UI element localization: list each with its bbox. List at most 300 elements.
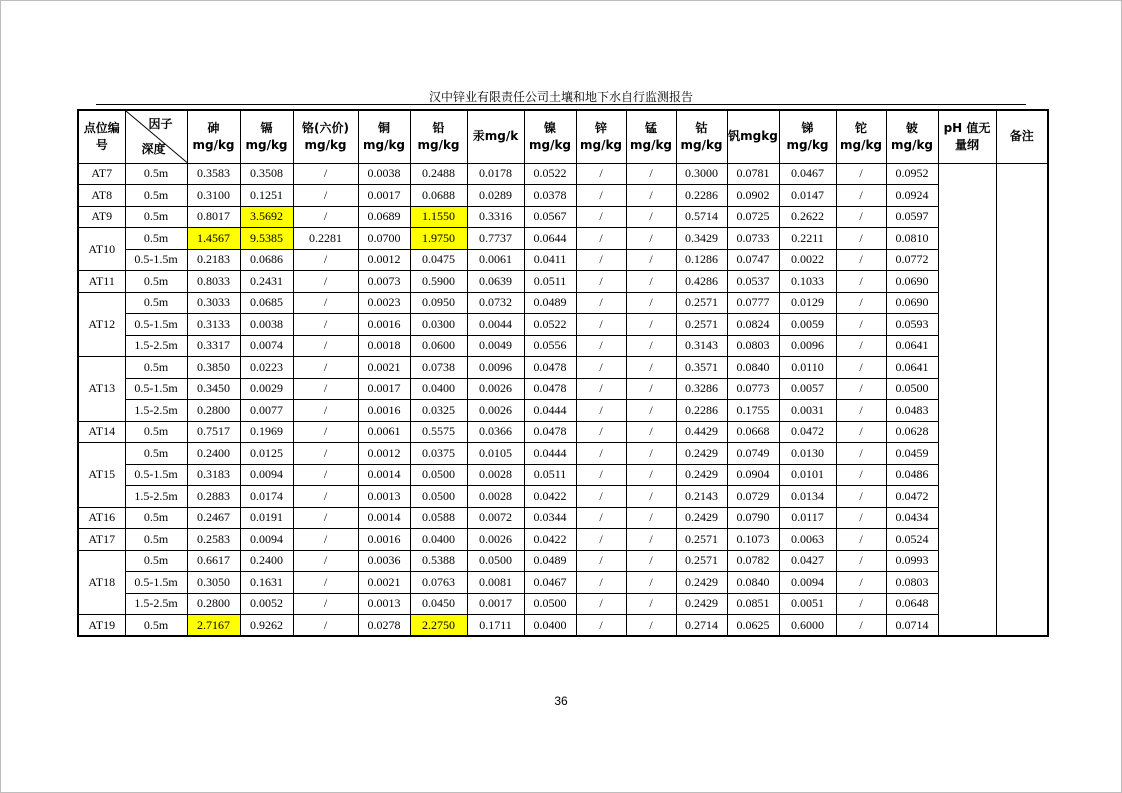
- value-cell: /: [626, 314, 676, 336]
- value-cell: 0.1969: [240, 421, 293, 443]
- table-row: [78, 464, 1048, 486]
- value-cell: 0.0012: [358, 443, 410, 465]
- value-cell: 0.1073: [727, 529, 779, 551]
- value-cell: 0.0588: [410, 507, 467, 529]
- header-cell: 锰 mg/kg: [626, 110, 676, 163]
- value-cell: 0.0014: [358, 507, 410, 529]
- value-cell: 0.2429: [676, 464, 727, 486]
- header-cell: 锌 mg/kg: [576, 110, 626, 163]
- value-cell: 0.0450: [410, 593, 467, 615]
- value-cell: 0.0049: [467, 335, 524, 357]
- value-cell: /: [293, 271, 358, 293]
- value-cell: 0.3033: [187, 292, 240, 314]
- value-cell: 0.0044: [467, 314, 524, 336]
- value-cell: 0.0690: [886, 271, 938, 293]
- value-cell: /: [293, 249, 358, 271]
- value-cell: 0.3316: [467, 206, 524, 228]
- value-cell: /: [576, 314, 626, 336]
- value-cell: 0.0028: [467, 486, 524, 508]
- value-cell: 0.0489: [524, 292, 576, 314]
- value-cell: 0.3000: [676, 163, 727, 185]
- value-cell: /: [293, 507, 358, 529]
- value-cell: 0.1033: [779, 271, 836, 293]
- point-id-cell: AT10: [78, 228, 125, 271]
- value-cell: 0.0096: [467, 357, 524, 379]
- value-cell: /: [836, 486, 886, 508]
- value-cell: /: [836, 572, 886, 594]
- value-cell: /: [626, 464, 676, 486]
- value-cell: /: [626, 292, 676, 314]
- value-cell: 0.0444: [524, 443, 576, 465]
- value-cell: 0.0475: [410, 249, 467, 271]
- value-cell: 0.0014: [358, 464, 410, 486]
- value-cell: 0.0422: [524, 486, 576, 508]
- value-cell: 0.0810: [886, 228, 938, 250]
- table-row: [78, 572, 1048, 594]
- value-cell: 0.0344: [524, 507, 576, 529]
- header-cell: 镉 mg/kg: [240, 110, 293, 163]
- value-cell: /: [626, 421, 676, 443]
- value-cell: 0.0511: [524, 464, 576, 486]
- value-cell: 0.3450: [187, 378, 240, 400]
- value-cell: 0.0777: [727, 292, 779, 314]
- page-number: 36: [554, 694, 568, 708]
- value-cell: 0.5388: [410, 550, 467, 572]
- value-cell: 0.0648: [886, 593, 938, 615]
- value-cell: /: [576, 206, 626, 228]
- value-cell: 0.0422: [524, 529, 576, 551]
- value-cell: 0.0824: [727, 314, 779, 336]
- diagonal-header-cell: [125, 110, 187, 163]
- value-cell: 0.0729: [727, 486, 779, 508]
- value-cell: 0.0038: [240, 314, 293, 336]
- value-cell: 0.9262: [240, 615, 293, 637]
- header-cell: 备注: [996, 110, 1048, 163]
- header-cell: 点位编 号: [78, 110, 125, 163]
- value-cell: 0.3850: [187, 357, 240, 379]
- value-cell: /: [576, 615, 626, 637]
- value-cell: 0.3133: [187, 314, 240, 336]
- value-cell: 0.8017: [187, 206, 240, 228]
- header-cell: 钒mgkg: [727, 110, 779, 163]
- value-cell: /: [293, 357, 358, 379]
- value-cell: /: [293, 593, 358, 615]
- value-cell: 0.0500: [410, 486, 467, 508]
- value-cell: 0.0057: [779, 378, 836, 400]
- value-cell: /: [293, 615, 358, 637]
- value-cell: 0.2622: [779, 206, 836, 228]
- value-cell: /: [293, 206, 358, 228]
- value-cell: 0.0400: [410, 529, 467, 551]
- value-cell: 0.0110: [779, 357, 836, 379]
- value-cell: 0.7737: [467, 228, 524, 250]
- value-cell: /: [626, 572, 676, 594]
- value-cell: 0.0366: [467, 421, 524, 443]
- point-id-cell: AT15: [78, 443, 125, 508]
- value-cell: 0.0174: [240, 486, 293, 508]
- value-cell: 0.0038: [358, 163, 410, 185]
- depth-cell: 0.5m: [125, 421, 187, 443]
- value-cell: 0.0028: [467, 464, 524, 486]
- value-cell: /: [836, 314, 886, 336]
- value-cell: 0.0639: [467, 271, 524, 293]
- value-cell: 0.0094: [240, 529, 293, 551]
- value-cell: 0.0733: [727, 228, 779, 250]
- value-cell: /: [293, 443, 358, 465]
- value-cell: 0.2183: [187, 249, 240, 271]
- value-cell: /: [836, 292, 886, 314]
- value-cell: /: [576, 163, 626, 185]
- value-cell: /: [293, 486, 358, 508]
- value-cell: /: [626, 378, 676, 400]
- value-cell: 0.0700: [358, 228, 410, 250]
- value-cell: 0.0641: [886, 335, 938, 357]
- depth-cell: 0.5m: [125, 357, 187, 379]
- value-cell: /: [626, 615, 676, 637]
- value-cell: 0.0016: [358, 529, 410, 551]
- value-cell: 0.0522: [524, 314, 576, 336]
- header-cell: 砷 mg/kg: [187, 110, 240, 163]
- value-cell: /: [576, 464, 626, 486]
- point-id-cell: AT11: [78, 271, 125, 293]
- table-row: [78, 185, 1048, 207]
- value-cell: /: [293, 572, 358, 594]
- value-cell: 0.0178: [467, 163, 524, 185]
- value-cell: 1.1550: [410, 206, 467, 228]
- value-cell: 0.0763: [410, 572, 467, 594]
- value-cell: 0.2400: [240, 550, 293, 572]
- value-cell: /: [576, 335, 626, 357]
- value-cell: 2.7167: [187, 615, 240, 637]
- value-cell: 0.2800: [187, 593, 240, 615]
- table-row: [78, 292, 1048, 314]
- value-cell: 0.0952: [886, 163, 938, 185]
- value-cell: 0.3508: [240, 163, 293, 185]
- value-cell: /: [293, 529, 358, 551]
- value-cell: 0.1286: [676, 249, 727, 271]
- value-cell: 0.1251: [240, 185, 293, 207]
- value-cell: /: [293, 464, 358, 486]
- value-cell: 0.0500: [524, 593, 576, 615]
- table-row: [78, 271, 1048, 293]
- value-cell: 1.4567: [187, 228, 240, 250]
- depth-cell: 0.5m: [125, 443, 187, 465]
- value-cell: 0.0073: [358, 271, 410, 293]
- value-cell: /: [626, 228, 676, 250]
- depth-cell: 0.5m: [125, 292, 187, 314]
- value-cell: /: [576, 593, 626, 615]
- value-cell: 0.0278: [358, 615, 410, 637]
- value-cell: 0.0061: [467, 249, 524, 271]
- value-cell: 0.0063: [779, 529, 836, 551]
- value-cell: 0.0904: [727, 464, 779, 486]
- depth-cell: 0.5-1.5m: [125, 572, 187, 594]
- value-cell: 0.0026: [467, 529, 524, 551]
- value-cell: 0.0325: [410, 400, 467, 422]
- value-cell: /: [626, 507, 676, 529]
- value-cell: /: [836, 529, 886, 551]
- value-cell: 0.0732: [467, 292, 524, 314]
- value-cell: 0.0500: [886, 378, 938, 400]
- value-cell: 0.0013: [358, 593, 410, 615]
- value-cell: 0.2429: [676, 507, 727, 529]
- depth-cell: 0.5-1.5m: [125, 378, 187, 400]
- value-cell: 0.0021: [358, 357, 410, 379]
- value-cell: 0.0478: [524, 421, 576, 443]
- value-cell: 0.0444: [524, 400, 576, 422]
- depth-cell: 0.5m: [125, 550, 187, 572]
- value-cell: /: [626, 529, 676, 551]
- depth-cell: 1.5-2.5m: [125, 486, 187, 508]
- value-cell: 0.6000: [779, 615, 836, 637]
- value-cell: 0.0567: [524, 206, 576, 228]
- table-row: [78, 550, 1048, 572]
- value-cell: /: [836, 550, 886, 572]
- value-cell: 0.0017: [358, 185, 410, 207]
- value-cell: 0.0593: [886, 314, 938, 336]
- table-row: [78, 378, 1048, 400]
- value-cell: /: [626, 400, 676, 422]
- value-cell: 0.5575: [410, 421, 467, 443]
- header-cell: 铊 mg/kg: [836, 110, 886, 163]
- value-cell: 0.0400: [410, 378, 467, 400]
- table-row: [78, 421, 1048, 443]
- value-cell: 0.0017: [467, 593, 524, 615]
- value-cell: 0.0021: [358, 572, 410, 594]
- value-cell: 0.2583: [187, 529, 240, 551]
- value-cell: 0.0026: [467, 378, 524, 400]
- value-cell: 0.8033: [187, 271, 240, 293]
- value-cell: 0.0556: [524, 335, 576, 357]
- value-cell: 0.3050: [187, 572, 240, 594]
- value-cell: /: [576, 378, 626, 400]
- table-row: [78, 163, 1048, 185]
- value-cell: /: [836, 335, 886, 357]
- value-cell: 0.0644: [524, 228, 576, 250]
- value-cell: /: [836, 593, 886, 615]
- value-cell: /: [576, 357, 626, 379]
- value-cell: 0.0483: [886, 400, 938, 422]
- value-cell: /: [576, 185, 626, 207]
- value-cell: 0.0105: [467, 443, 524, 465]
- value-cell: 0.0051: [779, 593, 836, 615]
- value-cell: 0.0134: [779, 486, 836, 508]
- value-cell: 0.0400: [524, 615, 576, 637]
- value-cell: 0.0803: [886, 572, 938, 594]
- value-cell: 0.0924: [886, 185, 938, 207]
- value-cell: /: [293, 292, 358, 314]
- table-row: [78, 400, 1048, 422]
- remarks-column-cell: [996, 163, 1048, 636]
- table-row: [78, 486, 1048, 508]
- value-cell: 0.0772: [886, 249, 938, 271]
- depth-cell: 1.5-2.5m: [125, 593, 187, 615]
- value-cell: 0.0012: [358, 249, 410, 271]
- value-cell: 3.5692: [240, 206, 293, 228]
- point-id-cell: AT19: [78, 615, 125, 637]
- report-title: 汉中锌业有限责任公司土壤和地下水自行监测报告: [428, 90, 693, 104]
- value-cell: 0.0511: [524, 271, 576, 293]
- value-cell: 0.0803: [727, 335, 779, 357]
- value-cell: 0.0725: [727, 206, 779, 228]
- value-cell: 0.2571: [676, 550, 727, 572]
- value-cell: /: [576, 249, 626, 271]
- value-cell: /: [626, 206, 676, 228]
- header-cell: 汞mg/k: [467, 110, 524, 163]
- value-cell: 0.0117: [779, 507, 836, 529]
- value-cell: /: [836, 378, 886, 400]
- value-cell: 0.0036: [358, 550, 410, 572]
- value-cell: /: [576, 486, 626, 508]
- value-cell: 0.0016: [358, 314, 410, 336]
- value-cell: 0.5714: [676, 206, 727, 228]
- value-cell: 0.2488: [410, 163, 467, 185]
- value-cell: /: [626, 271, 676, 293]
- value-cell: /: [626, 249, 676, 271]
- value-cell: /: [836, 185, 886, 207]
- point-id-cell: AT9: [78, 206, 125, 228]
- factor-label: 因子: [148, 117, 173, 131]
- depth-cell: 0.5-1.5m: [125, 249, 187, 271]
- value-cell: 0.1711: [467, 615, 524, 637]
- value-cell: /: [626, 185, 676, 207]
- value-cell: 0.0500: [467, 550, 524, 572]
- value-cell: 0.2400: [187, 443, 240, 465]
- value-cell: 2.2750: [410, 615, 467, 637]
- value-cell: 0.3317: [187, 335, 240, 357]
- value-cell: /: [626, 443, 676, 465]
- value-cell: /: [293, 421, 358, 443]
- value-cell: 0.4429: [676, 421, 727, 443]
- header-cell: 铍 mg/kg: [886, 110, 938, 163]
- table-row: [78, 228, 1048, 250]
- value-cell: 0.0191: [240, 507, 293, 529]
- value-cell: 0.4286: [676, 271, 727, 293]
- value-cell: 0.0072: [467, 507, 524, 529]
- value-cell: 0.0685: [240, 292, 293, 314]
- value-cell: 0.0029: [240, 378, 293, 400]
- value-cell: 0.0052: [240, 593, 293, 615]
- value-cell: 0.2286: [676, 185, 727, 207]
- value-cell: 0.0013: [358, 486, 410, 508]
- value-cell: /: [836, 443, 886, 465]
- value-cell: 0.0993: [886, 550, 938, 572]
- value-cell: 0.0478: [524, 357, 576, 379]
- depth-cell: 0.5m: [125, 271, 187, 293]
- value-cell: /: [576, 572, 626, 594]
- value-cell: 0.0686: [240, 249, 293, 271]
- table-body: [78, 163, 1048, 636]
- header-cell: 铅 mg/kg: [410, 110, 467, 163]
- point-id-cell: AT16: [78, 507, 125, 529]
- value-cell: /: [626, 550, 676, 572]
- depth-cell: 0.5m: [125, 185, 187, 207]
- value-cell: 0.0747: [727, 249, 779, 271]
- header-cell: 镍 mg/kg: [524, 110, 576, 163]
- value-cell: 0.0096: [779, 335, 836, 357]
- value-cell: 0.0597: [886, 206, 938, 228]
- value-cell: 0.2714: [676, 615, 727, 637]
- value-cell: /: [626, 335, 676, 357]
- depth-cell: 0.5m: [125, 507, 187, 529]
- value-cell: 0.2431: [240, 271, 293, 293]
- value-cell: 0.0130: [779, 443, 836, 465]
- value-cell: 0.0467: [524, 572, 576, 594]
- value-cell: 0.0500: [410, 464, 467, 486]
- value-cell: /: [293, 335, 358, 357]
- value-cell: 0.0773: [727, 378, 779, 400]
- value-cell: 0.2571: [676, 314, 727, 336]
- value-cell: 0.0434: [886, 507, 938, 529]
- depth-label: 深度: [141, 141, 166, 156]
- value-cell: 0.0061: [358, 421, 410, 443]
- header-cell: pH 值无 量纲: [938, 110, 996, 163]
- value-cell: 0.0094: [779, 572, 836, 594]
- value-cell: 0.0289: [467, 185, 524, 207]
- value-cell: 0.0668: [727, 421, 779, 443]
- header-cell: 铜 mg/kg: [358, 110, 410, 163]
- value-cell: 0.2429: [676, 443, 727, 465]
- header-cell: 铬(六价) mg/kg: [293, 110, 358, 163]
- value-cell: 0.5900: [410, 271, 467, 293]
- value-cell: /: [293, 400, 358, 422]
- value-cell: 0.0031: [779, 400, 836, 422]
- value-cell: 0.0840: [727, 357, 779, 379]
- value-cell: /: [293, 185, 358, 207]
- value-cell: /: [836, 464, 886, 486]
- value-cell: 0.0524: [886, 529, 938, 551]
- value-cell: 0.0026: [467, 400, 524, 422]
- value-cell: 0.0478: [524, 378, 576, 400]
- value-cell: /: [576, 271, 626, 293]
- value-cell: 0.2883: [187, 486, 240, 508]
- value-cell: /: [836, 421, 886, 443]
- value-cell: 0.0101: [779, 464, 836, 486]
- value-cell: /: [293, 378, 358, 400]
- value-cell: 0.0851: [727, 593, 779, 615]
- value-cell: 0.0689: [358, 206, 410, 228]
- point-id-cell: AT17: [78, 529, 125, 551]
- value-cell: 0.0625: [727, 615, 779, 637]
- value-cell: 0.2211: [779, 228, 836, 250]
- table-row: [78, 593, 1048, 615]
- value-cell: 0.0427: [779, 550, 836, 572]
- value-cell: /: [626, 357, 676, 379]
- value-cell: /: [576, 507, 626, 529]
- depth-cell: 0.5-1.5m: [125, 464, 187, 486]
- value-cell: 0.0781: [727, 163, 779, 185]
- value-cell: 0.0472: [886, 486, 938, 508]
- value-cell: 0.3286: [676, 378, 727, 400]
- value-cell: 0.3100: [187, 185, 240, 207]
- value-cell: 0.0125: [240, 443, 293, 465]
- table-row: [78, 443, 1048, 465]
- value-cell: 0.0016: [358, 400, 410, 422]
- value-cell: 0.0782: [727, 550, 779, 572]
- value-cell: 0.0537: [727, 271, 779, 293]
- value-cell: 0.2800: [187, 400, 240, 422]
- table-row: [78, 615, 1048, 637]
- value-cell: 0.2281: [293, 228, 358, 250]
- value-cell: /: [293, 314, 358, 336]
- depth-cell: 0.5m: [125, 615, 187, 637]
- header-rule: [96, 104, 1026, 105]
- depth-cell: 0.5m: [125, 529, 187, 551]
- value-cell: 0.2286: [676, 400, 727, 422]
- header-row: [78, 110, 1048, 163]
- value-cell: 0.0300: [410, 314, 467, 336]
- table-row: [78, 249, 1048, 271]
